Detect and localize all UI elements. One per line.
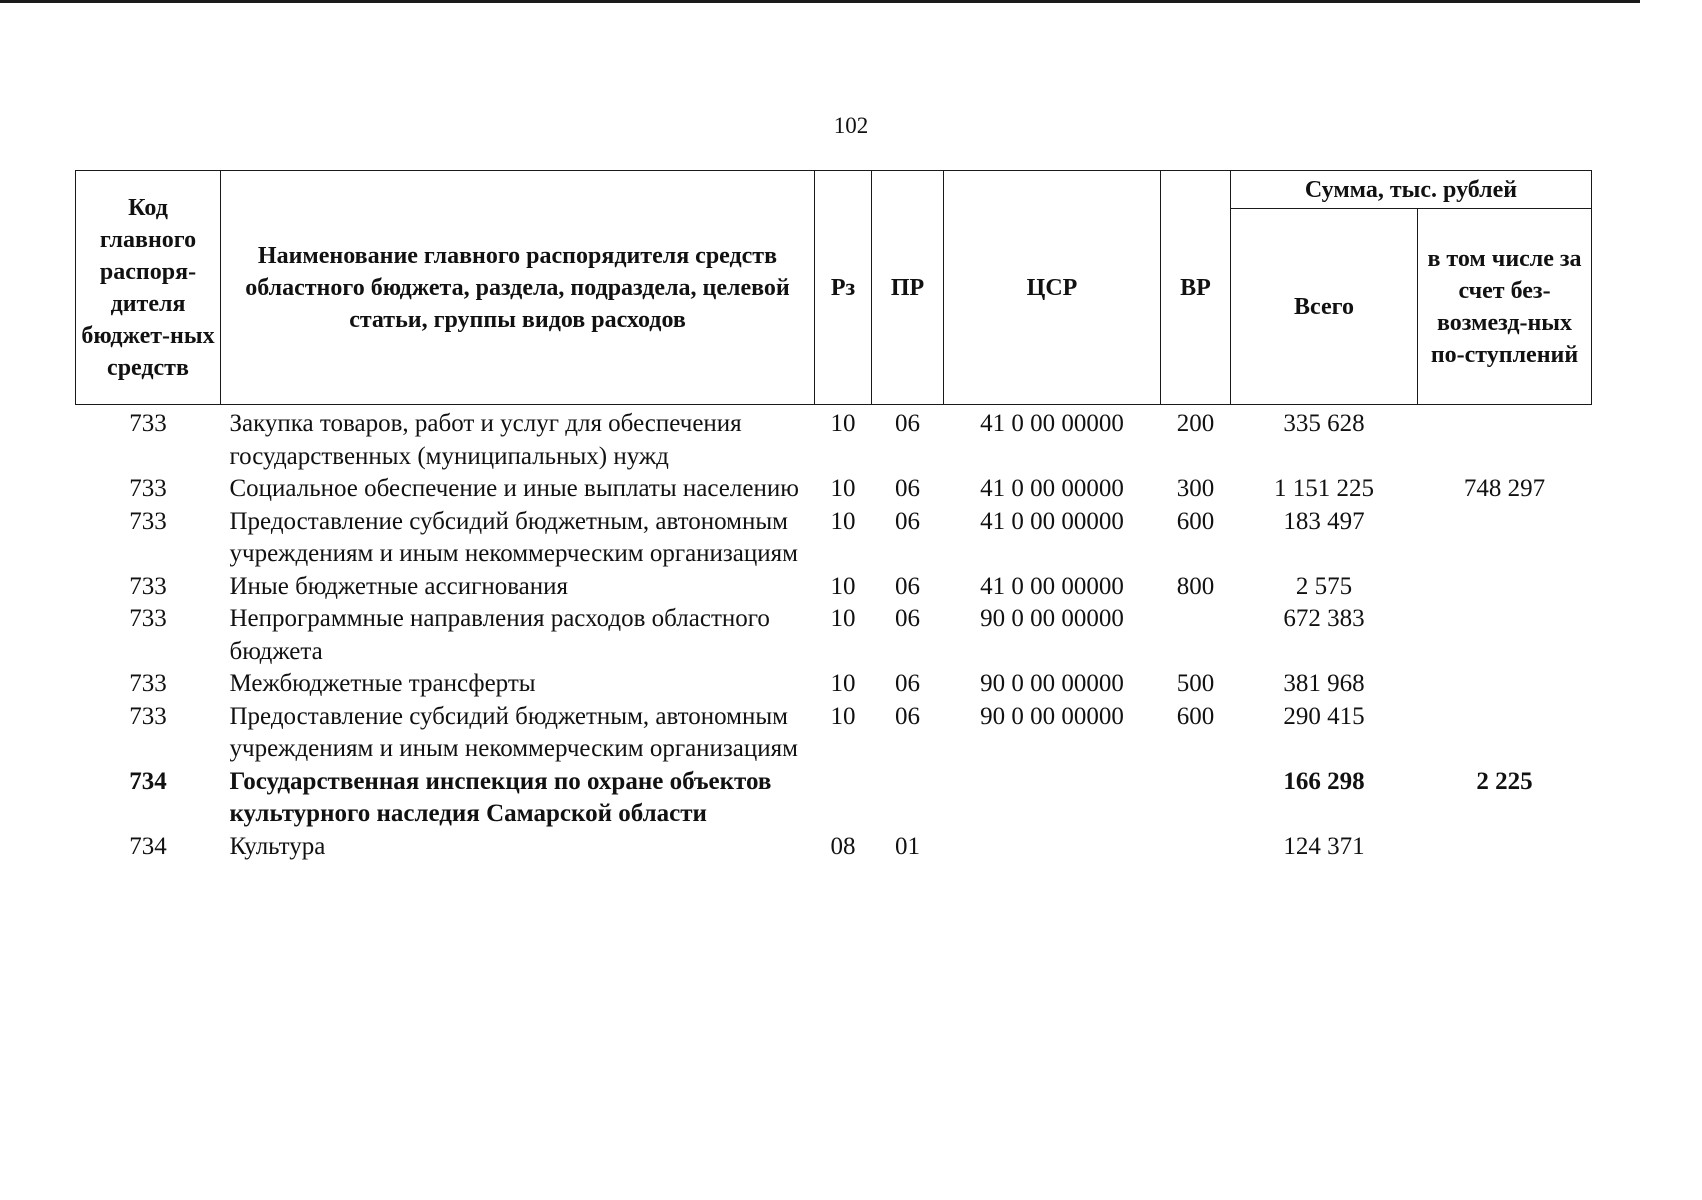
cell-incl	[1418, 405, 1592, 474]
cell-csr: 41 0 00 00000	[980, 475, 1124, 502]
page-number: 102	[833, 113, 869, 138]
header-code: Код главного распоря-дителя бюджет-ных средств	[76, 171, 221, 405]
cell-code: 733	[129, 605, 167, 632]
header-incl: в том числе за счет без-возмезд-ных по-ступлений	[1418, 209, 1592, 405]
cell-pr: 06	[895, 670, 920, 697]
cell-total: 290 415	[1283, 702, 1365, 730]
table-row	[76, 668, 1592, 701]
cell-pr	[872, 766, 944, 831]
cell-name: Социальное обеспечение и иные выплаты населению	[229, 475, 799, 502]
cell-vr: 200	[1176, 410, 1215, 437]
cell-name: Предоставление субсидий бюджетным, автономным учреждениям и иным некоммерческим организациям	[229, 507, 798, 567]
table-row	[76, 603, 1592, 668]
cell-incl	[1418, 668, 1592, 701]
cell-incl	[1418, 603, 1592, 668]
cell-csr: 41 0 00 00000	[980, 507, 1124, 535]
header-sum-group: Сумма, тыс. рублей	[1231, 171, 1592, 209]
cell-pr: 06	[895, 507, 920, 535]
cell-code: 733	[129, 572, 167, 600]
cell-rz: 10	[830, 702, 856, 730]
cell-rz: 10	[830, 670, 856, 697]
cell-vr	[1161, 603, 1231, 668]
cell-name: Закупка товаров, работ и услуг для обеспечения государственных (муниципальных) нужд	[229, 410, 742, 470]
cell-code: 734	[129, 832, 167, 860]
cell-csr: 90 0 00 00000	[980, 605, 1124, 632]
table-row	[76, 473, 1592, 506]
cell-total: 335 628	[1283, 410, 1365, 437]
cell-vr: 800	[1176, 572, 1215, 600]
cell-code: 733	[129, 670, 167, 697]
cell-incl: 2 225	[1476, 767, 1533, 795]
table-row	[76, 766, 1592, 831]
cell-rz: 10	[830, 410, 856, 437]
cell-rz: 10	[830, 475, 856, 502]
cell-rz: 10	[830, 572, 856, 600]
cell-vr: 600	[1176, 702, 1215, 730]
cell-pr: 06	[895, 475, 920, 502]
cell-rz	[815, 766, 872, 831]
cell-csr: 90 0 00 00000	[980, 702, 1124, 730]
table-row	[76, 571, 1592, 604]
cell-incl	[1418, 571, 1592, 604]
cell-csr	[944, 831, 1161, 864]
budget-table	[75, 170, 1592, 863]
cell-name: Предоставление субсидий бюджетным, автономным учреждениям и иным некоммерческим организациям	[229, 702, 798, 762]
cell-name: Государственная инспекция по охране объектов культурного наследия Самарской области	[229, 767, 772, 827]
table-row	[76, 701, 1592, 766]
cell-total: 124 371	[1283, 832, 1365, 860]
cell-vr	[1161, 766, 1231, 831]
cell-name: Культура	[229, 832, 326, 860]
cell-code: 734	[129, 767, 167, 795]
cell-pr: 06	[895, 605, 920, 632]
header-total: Всего	[1231, 209, 1418, 405]
cell-total: 381 968	[1283, 670, 1365, 697]
top-scan-line	[0, 0, 1640, 3]
cell-vr	[1161, 831, 1231, 864]
header-csr: ЦСР	[944, 171, 1161, 405]
cell-total: 2 575	[1295, 572, 1353, 600]
header-pr: ПР	[872, 171, 944, 405]
cell-pr: 01	[895, 832, 920, 860]
cell-csr: 41 0 00 00000	[980, 572, 1124, 600]
cell-rz: 10	[830, 507, 856, 535]
cell-incl	[1418, 506, 1592, 571]
cell-name: Непрограммные направления расходов областного бюджета	[229, 605, 770, 665]
cell-total: 183 497	[1283, 507, 1365, 535]
cell-incl: 748 297	[1463, 475, 1546, 502]
cell-vr: 500	[1176, 670, 1215, 697]
cell-rz: 10	[830, 605, 856, 632]
cell-total: 672 383	[1283, 605, 1365, 632]
cell-pr: 06	[895, 702, 920, 730]
cell-csr: 41 0 00 00000	[980, 410, 1124, 437]
cell-rz: 08	[830, 832, 856, 860]
header-vr: ВР	[1161, 171, 1231, 405]
cell-code: 733	[129, 410, 167, 437]
cell-incl	[1418, 831, 1592, 864]
cell-total: 166 298	[1283, 767, 1365, 795]
table-row	[76, 831, 1592, 864]
cell-pr: 06	[895, 572, 920, 600]
cell-vr: 600	[1176, 507, 1215, 535]
cell-csr: 90 0 00 00000	[980, 670, 1124, 697]
cell-pr: 06	[895, 410, 920, 437]
cell-total: 1 151 225	[1274, 475, 1374, 502]
table-row	[76, 506, 1592, 571]
cell-name: Иные бюджетные ассигнования	[229, 572, 569, 600]
cell-incl	[1418, 701, 1592, 766]
cell-vr: 300	[1176, 475, 1215, 502]
header-rz: Рз	[815, 171, 872, 405]
table-row	[76, 405, 1592, 474]
cell-csr	[944, 766, 1161, 831]
cell-code: 733	[129, 702, 167, 730]
header-name: Наименование главного распорядителя средств областного бюджета, раздела, подраздела, целевой статьи, группы видов расходов	[221, 171, 815, 405]
cell-code: 733	[129, 507, 167, 535]
cell-code: 733	[129, 475, 167, 502]
cell-name: Межбюджетные трансферты	[229, 670, 536, 697]
